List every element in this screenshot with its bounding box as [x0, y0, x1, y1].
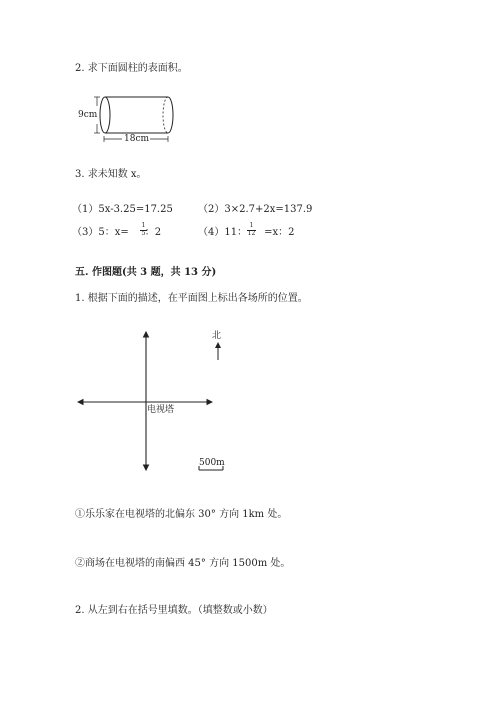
equation-3-suffix: ：2	[144, 227, 162, 238]
q5-2-title: 2. 从左到右在括号里填数。（填整数或小数）	[75, 605, 273, 616]
tv-tower-label: 电视塔	[147, 405, 175, 415]
equation-3-frac-num: 1	[141, 222, 146, 229]
q5-1-title: 1. 根据下面的描述，在平面图上标出各场所的位置。	[75, 293, 308, 304]
cylinder-diameter-label: 9cm	[78, 110, 98, 120]
q5-1-item-1: ①乐乐家在电视塔的北偏东 30° 方向 1km 处。	[75, 509, 288, 520]
section-5-heading: 五. 作图题(共 3 题，共 13 分)	[75, 267, 217, 278]
north-label: 北	[212, 331, 222, 341]
q2-title: 2. 求下面圆柱的表面积。	[75, 63, 188, 74]
equation-4-prefix: （4）11：	[198, 227, 248, 238]
q5-1-item-2: ②商场在电视塔的南偏西 45° 方向 1500m 处。	[75, 558, 291, 569]
equation-4-suffix: =x：2	[264, 227, 295, 238]
scale-label: 500m	[199, 458, 225, 468]
equation-2: （2）3×2.7+2x=137.9	[198, 204, 313, 215]
equation-3-frac-den: 5	[141, 230, 146, 237]
equation-1: （1）5x-3.25=17.25	[72, 204, 173, 215]
equation-4-frac-num: 1	[249, 222, 254, 229]
equation-4-frac-den: 12	[247, 230, 256, 237]
q3-title: 3. 求未知数 x。	[75, 169, 147, 180]
equation-3-prefix: （3）5：x=	[72, 227, 129, 238]
cylinder-length-label: 18cm	[124, 134, 150, 144]
